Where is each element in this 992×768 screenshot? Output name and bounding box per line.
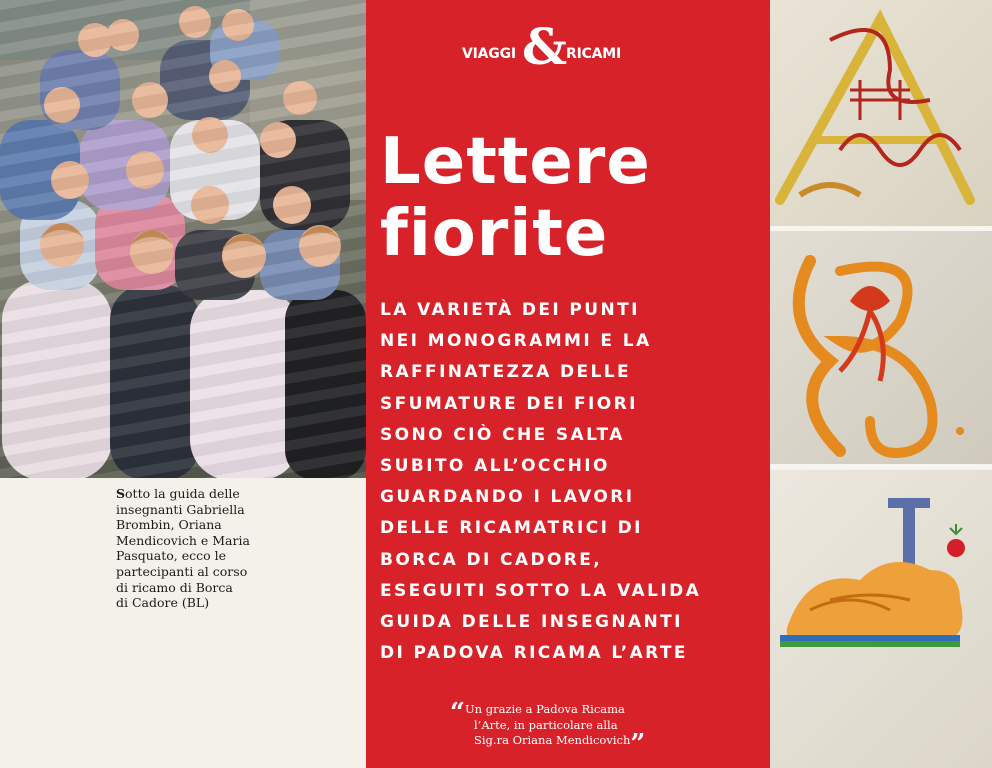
article-title <box>380 126 760 270</box>
lead-line: SFUMATURE DEI FIORI <box>380 393 638 414</box>
embroidered-a-illustration <box>770 0 992 226</box>
header-word-ricami: RICAMI <box>566 46 622 62</box>
lead-line: RAFFINATEZZA DELLE <box>380 362 632 383</box>
header-ampersand: & <box>522 17 568 76</box>
red-text-column <box>366 0 770 768</box>
photo-caption <box>116 486 284 611</box>
embroidery-photo-letter-r <box>770 231 992 464</box>
lead-line: NEI MONOGRAMMI E LA <box>380 331 652 352</box>
lead-line: BORCA DI CADORE, <box>380 549 603 570</box>
lead-line: LA VARIETÀ DEI PUNTI <box>380 300 640 320</box>
caption-line: di Cadore (BL) <box>116 595 210 611</box>
panel-divider <box>770 464 992 469</box>
close-quote-mark: ” <box>630 729 646 759</box>
section-header <box>462 17 682 76</box>
caption-line: Pasquato, ecco le <box>116 548 227 564</box>
lead-line: GUARDANDO I LAVORI <box>380 487 635 508</box>
open-quote-mark: “ <box>450 698 465 728</box>
article-lead <box>380 295 760 669</box>
header-word-viaggi: VIAGGI <box>462 46 516 62</box>
lead-line: SONO CIÒ CHE SALTA <box>380 424 625 445</box>
embroidery-photo-letter-t <box>770 470 992 768</box>
title-line-1: Lettere <box>380 125 651 199</box>
quote-line: l’Arte, in particolare alla <box>474 718 618 732</box>
quote-line: Sig.ra Oriana Mendicovich <box>474 733 631 747</box>
embroidered-r-illustration <box>770 231 992 464</box>
caption-line: Mendicovich e Maria <box>116 532 250 548</box>
lead-line: DELLE RICAMATRICI DI <box>380 518 643 539</box>
lead-line: ESEGUITI SOTTO LA VALIDA <box>380 580 702 601</box>
caption-initial: S <box>116 486 126 501</box>
quote-line: Un grazie a Padova Ricama <box>464 702 625 716</box>
pull-quote <box>450 698 710 759</box>
lead-line: DI PADOVA RICAMA L’ARTE <box>380 643 688 664</box>
title-line-2: fiorite <box>380 197 609 271</box>
embroidery-photo-letter-a <box>770 0 992 226</box>
lead-line: GUIDA DELLE INSEGNANTI <box>380 612 683 633</box>
caption-line: partecipanti al corso <box>116 563 248 579</box>
caption-line: di ricamo di Borca <box>116 579 233 595</box>
caption-line: Brombin, Oriana <box>116 517 222 533</box>
embroidered-t-illustration <box>770 470 992 768</box>
lead-line: SUBITO ALL’OCCHIO <box>380 456 610 477</box>
caption-line: otto la guida delle <box>125 486 240 501</box>
caption-line: insegnanti Gabriella <box>116 501 245 517</box>
group-photo <box>0 0 366 478</box>
